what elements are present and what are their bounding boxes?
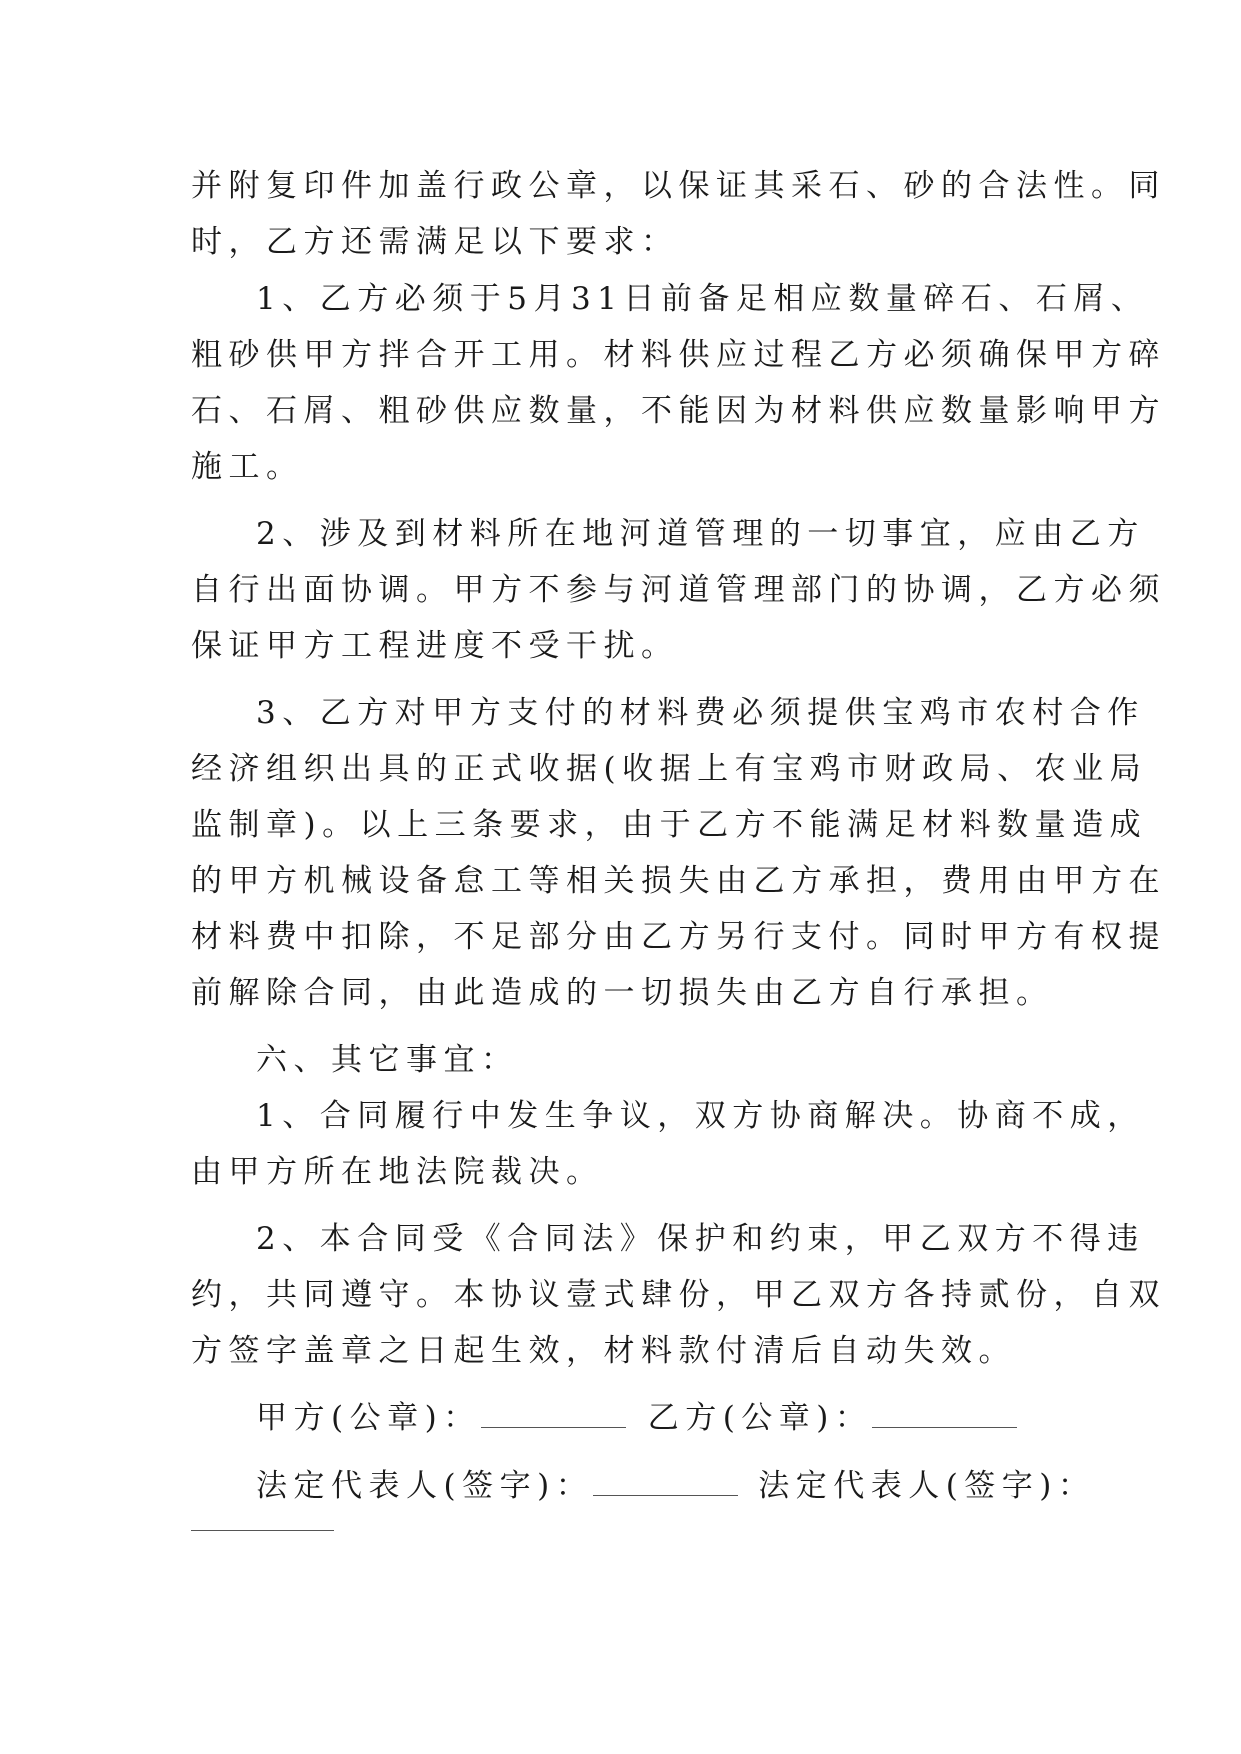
- paragraph-line: 施工。: [191, 449, 304, 485]
- paragraph-line: 粗砂供甲方拌合开工用。材料供应过程乙方必须确保甲方碎: [191, 337, 1166, 373]
- paragraph-line: 并附复印件加盖行政公章，以保证其采石、砂的合法性。同: [191, 168, 1166, 204]
- party-b-seal-label: 乙方(公章)：: [647, 1400, 873, 1436]
- party-a-rep-blank: [593, 1467, 738, 1496]
- clause-line: 1、乙方必须于5月31日前备足相应数量碎石、石屑、: [256, 281, 1149, 317]
- paragraph-line: 经济组织出具的正式收据(收据上有宝鸡市财政局、农业局: [191, 751, 1148, 787]
- clause-line: 2、涉及到材料所在地河道管理的一切事宜，应由乙方: [256, 516, 1145, 552]
- signature-rep-row: [256, 1466, 1095, 1506]
- paragraph-line: 的甲方机械设备怠工等相关损失由乙方承担，费用由甲方在: [191, 863, 1166, 899]
- paragraph-line: 方签字盖章之日起生效，材料款付清后自动失效。: [191, 1333, 1016, 1369]
- party-a-seal-blank: [481, 1399, 626, 1428]
- clause-line: 3、乙方对甲方支付的材料费必须提供宝鸡市农村合作: [256, 695, 1145, 731]
- party-a-seal-label: 甲方(公章)：: [256, 1400, 481, 1436]
- paragraph-line: 时，乙方还需满足以下要求：: [191, 224, 679, 260]
- signature-seal-row: [256, 1398, 1017, 1438]
- clause-line: 2、本合同受《合同法》保护和约束，甲乙双方不得违: [256, 1221, 1145, 1257]
- party-b-seal-blank: [872, 1399, 1017, 1428]
- party-b-rep-label: 法定代表人(签字)：: [758, 1468, 1096, 1504]
- paragraph-line: 保证甲方工程进度不受干扰。: [191, 628, 679, 664]
- paragraph-line: 监制章)。以上三条要求，由于乙方不能满足材料数量造成: [191, 807, 1148, 843]
- party-a-rep-label: 法定代表人(签字)：: [256, 1468, 594, 1504]
- paragraph-line: 约，共同遵守。本协议壹式肆份，甲乙双方各持贰份，自双: [191, 1277, 1166, 1313]
- party-b-rep-blank: [191, 1530, 334, 1531]
- section-heading: 六、其它事宜：: [256, 1042, 519, 1078]
- paragraph-line: 由甲方所在地法院裁决。: [191, 1154, 604, 1190]
- paragraph-line: 材料费中扣除，不足部分由乙方另行支付。同时甲方有权提: [191, 919, 1166, 955]
- paragraph-line: 石、石屑、粗砂供应数量，不能因为材料供应数量影响甲方: [191, 393, 1166, 429]
- paragraph-line: 自行出面协调。甲方不参与河道管理部门的协调，乙方必须: [191, 572, 1166, 608]
- clause-line: 1、合同履行中发生争议，双方协商解决。协商不成，: [256, 1098, 1145, 1134]
- paragraph-line: 前解除合同，由此造成的一切损失由乙方自行承担。: [191, 975, 1054, 1011]
